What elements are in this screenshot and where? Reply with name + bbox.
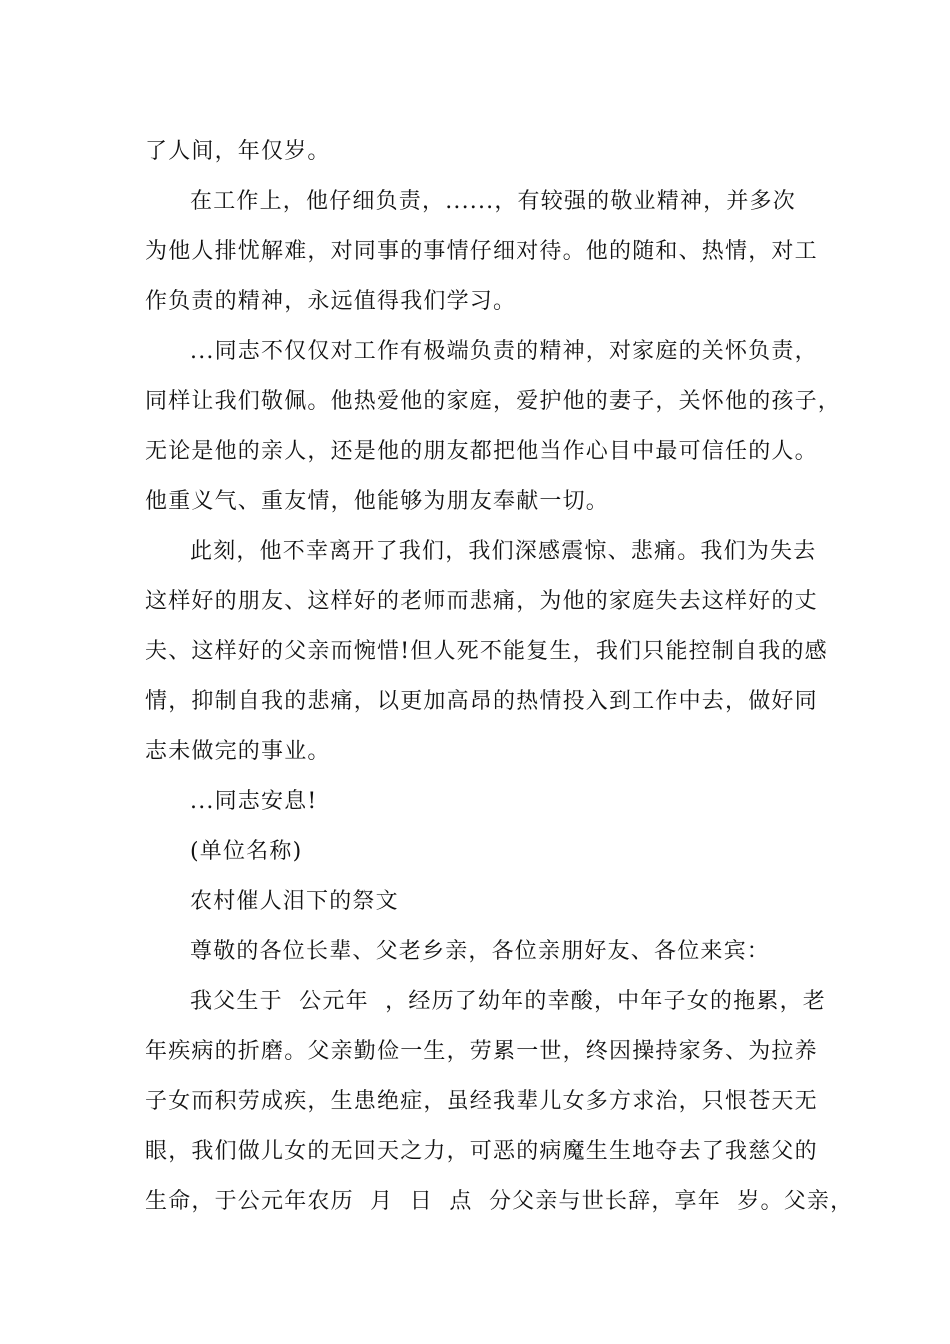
- text-line-11: 夫、这样好的父亲而惋惜!但人死不能复生，我们只能控制自我的感: [145, 639, 828, 664]
- text-line-16: 农村催人泪下的祭文: [190, 889, 399, 914]
- text-line-21: 眼，我们做儿女的无回天之力，可恶的病魔生生地夺去了我慈父的: [145, 1139, 818, 1164]
- text-line-20: 子女而积劳成疾，生患绝症，虽经我辈儿女多方求治，只恨苍天无: [145, 1089, 818, 1114]
- text-line-14: ...同志安息!: [190, 789, 318, 814]
- text-line-15: (单位名称): [190, 839, 303, 864]
- text-line-6: 同样让我们敬佩。他热爱他的家庭，爱护他的妻子，关怀他的孩子，: [145, 389, 842, 414]
- text-line-4: 作负责的精神，永远值得我们学习。: [145, 289, 517, 314]
- text-line-13: 志未做完的事业。: [145, 739, 331, 764]
- text-line-19: 年疾病的折磨。父亲勤俭一生，劳累一世，终因操持家务、为拉养: [145, 1039, 818, 1064]
- text-line-7: 无论是他的亲人，还是他的朋友都把他当作心目中最可信任的人。: [145, 439, 818, 464]
- text-line-2: 在工作上，他仔细负责，......，有较强的敬业精神，并多次: [190, 189, 796, 214]
- text-line-12: 情，抑制自我的悲痛，以更加高昂的热情投入到工作中去，做好同: [145, 689, 818, 714]
- text-line-18: 我父生于 公元年 ，经历了幼年的幸酸，中年子女的拖累，老: [190, 989, 826, 1014]
- text-line-8: 他重义气、重友情，他能够为朋友奉献一切。: [145, 489, 610, 514]
- text-line-22: 生命，于公元年农历 月 日 点 分父亲与世长辞，享年 岁。父亲，: [145, 1189, 854, 1214]
- text-line-1: 了人间，年仅岁。: [145, 139, 331, 164]
- text-line-17: 尊敬的各位长辈、父老乡亲，各位亲朋好友、各位来宾：: [190, 939, 771, 964]
- text-line-3: 为他人排忧解难，对同事的事情仔细对待。他的随和、热情，对工: [145, 239, 818, 264]
- text-line-9: 此刻，他不幸离开了我们，我们深感震惊、悲痛。我们为失去: [190, 539, 817, 564]
- text-line-10: 这样好的朋友、这样好的老师而悲痛，为他的家庭失去这样好的丈: [145, 589, 818, 614]
- text-line-5: ...同志不仅仅对工作有极端负责的精神，对家庭的关怀负责，: [190, 339, 818, 364]
